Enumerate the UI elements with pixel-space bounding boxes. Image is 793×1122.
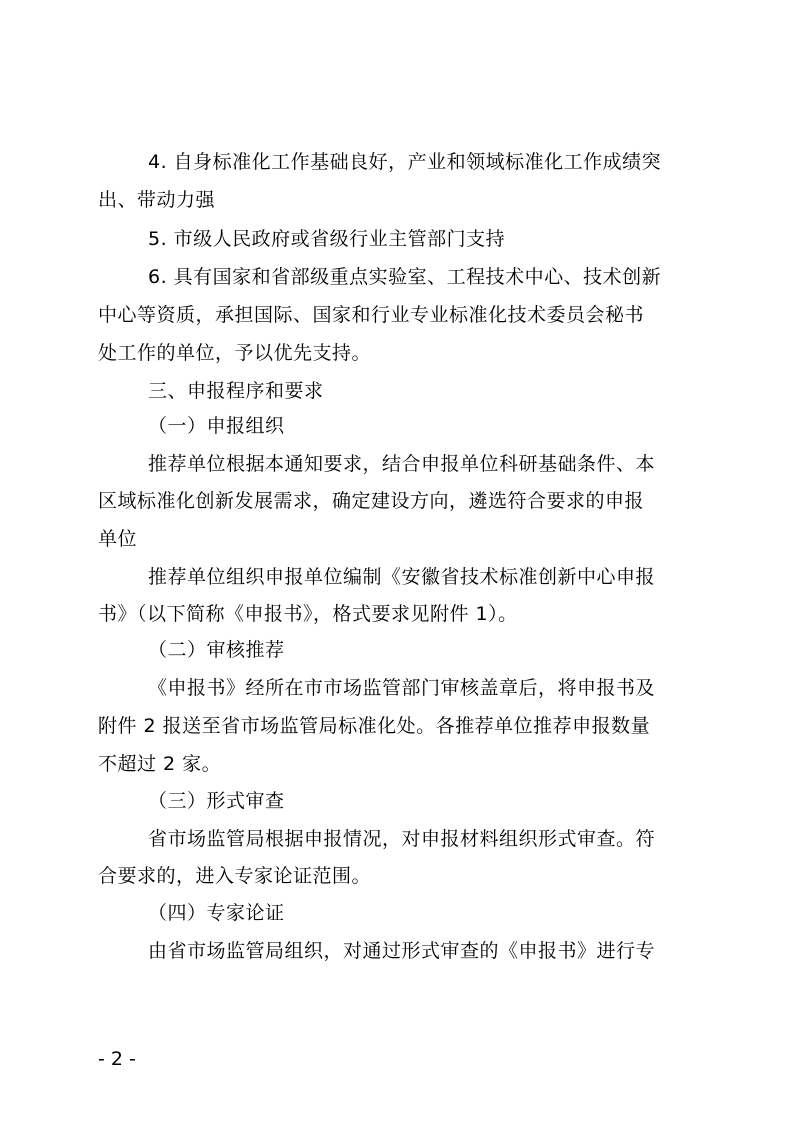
paragraph-line: 5. 市级人民政府或省级行业主管部门支持 — [148, 228, 506, 250]
subsection-heading: （三）形式审查 — [148, 790, 285, 812]
paragraph-line: 区域标准化创新发展需求，确定建设方向，遴选符合要求的申报 — [98, 490, 645, 512]
paragraph-line: 省市场监管局根据申报情况，对申报材料组织形式审查。符 — [148, 828, 656, 850]
subsection-heading: （二）审核推荐 — [148, 639, 285, 661]
paragraph-line: 附件 2 报送至省市场监管局标准化处。各推荐单位推荐申报数量 — [98, 715, 651, 737]
paragraph-line: 推荐单位根据本通知要求，结合申报单位科研基础条件、本 — [148, 453, 656, 475]
paragraph-line: 处工作的单位，予以优先支持。 — [98, 342, 372, 364]
subsection-heading: （一）申报组织 — [148, 415, 285, 437]
section-heading: 三、申报程序和要求 — [148, 380, 324, 402]
page-number: - 2 - — [98, 1048, 136, 1070]
paragraph-line: 书》（以下简称《申报书》，格式要求见附件 1）。 — [98, 603, 518, 625]
paragraph-line: 单位 — [98, 528, 138, 550]
paragraph-line: 6. 具有国家和省部级重点实验室、工程技术中心、技术创新 — [148, 266, 662, 288]
paragraph-line: 推荐单位组织申报单位编制《安徽省技术标准创新中心申报 — [148, 566, 656, 588]
paragraph-line: 出、带动力强 — [98, 189, 216, 211]
subsection-heading: （四）专家论证 — [148, 902, 285, 924]
paragraph-line: 合要求的，进入专家论证范围。 — [98, 865, 372, 887]
paragraph-line: 不超过 2 家。 — [98, 753, 222, 775]
paragraph-line: 中心等资质，承担国际、国家和行业专业标准化技术委员会秘书 — [98, 304, 645, 326]
paragraph-line: 由省市场监管局组织，对通过形式审查的《申报书》进行专 — [148, 940, 656, 962]
paragraph-line: 《申报书》经所在市市场监管部门审核盖章后，将申报书及 — [148, 677, 656, 699]
paragraph-line: 4. 自身标准化工作基础良好，产业和领域标准化工作成绩突 — [148, 151, 662, 173]
